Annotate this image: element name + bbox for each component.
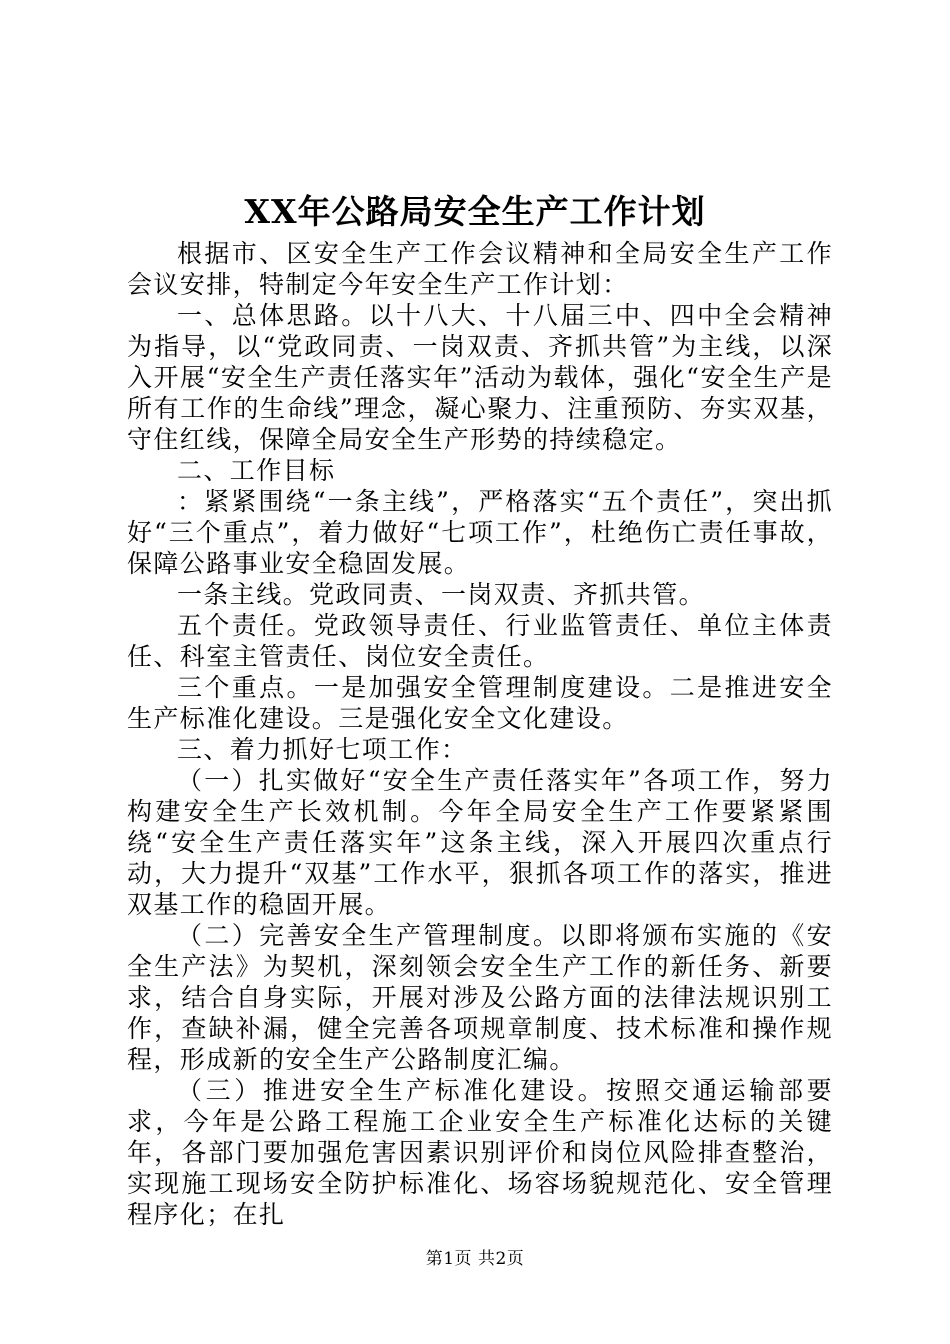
paragraph-task-2: （二）完善安全生产管理制度。以即将颁布实施的《安全生产法》为契机，深刻领会安全生产工作的新任务、新要求，结合自身实际，开展对涉及公路方面的法律法规识别工作，查缺补漏，健全完善各项规章制度、技术标准和操作规程，形成新的安全生产公路制度汇编。 xyxy=(127,921,833,1074)
document-title: XX年公路局安全生产工作计划 xyxy=(244,192,706,231)
heading-seven-tasks: 三、着力抓好七项工作： xyxy=(177,735,468,764)
paragraph-work-goals: ：紧紧围绕“一条主线”，严格落实“五个责任”，突出抓好“三个重点”，着力做好“七项工作”，杜绝伤亡责任事故，保障公路事业安全稳固发展。 xyxy=(127,487,833,578)
paragraph-task-1: （一）扎实做好“安全生产责任落实年”各项工作，努力构建安全生产长效机制。今年全局安全生产工作要紧紧围绕“安全生产责任落实年”这条主线，深入开展四次重点行动，大力提升“双基”工作水平，狠抓各项工作的落实，推进双基工作的稳固开展。 xyxy=(127,766,833,919)
paragraph-overall-approach: 一、总体思路。以十八大、十八届三中、四中全会精神为指导，以“党政同责、一岗双责、齐抓共管”为主线，以深入开展“安全生产责任落实年”活动为载体，强化“安全生产是所有工作的生命线”理念，凝心聚力、注重预防、夯实双基，守住红线，保障全局安全生产形势的持续稳定。 xyxy=(127,301,833,454)
paragraph-task-3: （三）推进安全生产标准化建设。按照交通运输部要求，今年是公路工程施工企业安全生产标准化达标的关键年，各部门要加强危害因素识别评价和岗位风险排查整治，实现施工现场安全防护标准化、场容场貌规范化、安全管理程序化；在扎 xyxy=(127,1076,833,1229)
paragraph-main-line: 一条主线。党政同责、一岗双责、齐抓共管。 xyxy=(177,580,706,609)
paragraph-intro: 根据市、区安全生产工作会议精神和全局安全生产工作会议安排，特制定今年安全生产工作计划： xyxy=(127,239,833,299)
heading-work-goals: 二、工作目标 xyxy=(177,456,336,485)
document-body xyxy=(127,238,833,1230)
page-footer: 第1页 共2页 xyxy=(425,1249,525,1269)
paragraph-three-priorities: 三个重点。一是加强安全管理制度建设。二是推进安全生产标准化建设。三是强化安全文化建设。 xyxy=(127,673,833,733)
paragraph-five-responsibilities: 五个责任。党政领导责任、行业监管责任、单位主体责任、科室主管责任、岗位安全责任。 xyxy=(127,611,833,671)
